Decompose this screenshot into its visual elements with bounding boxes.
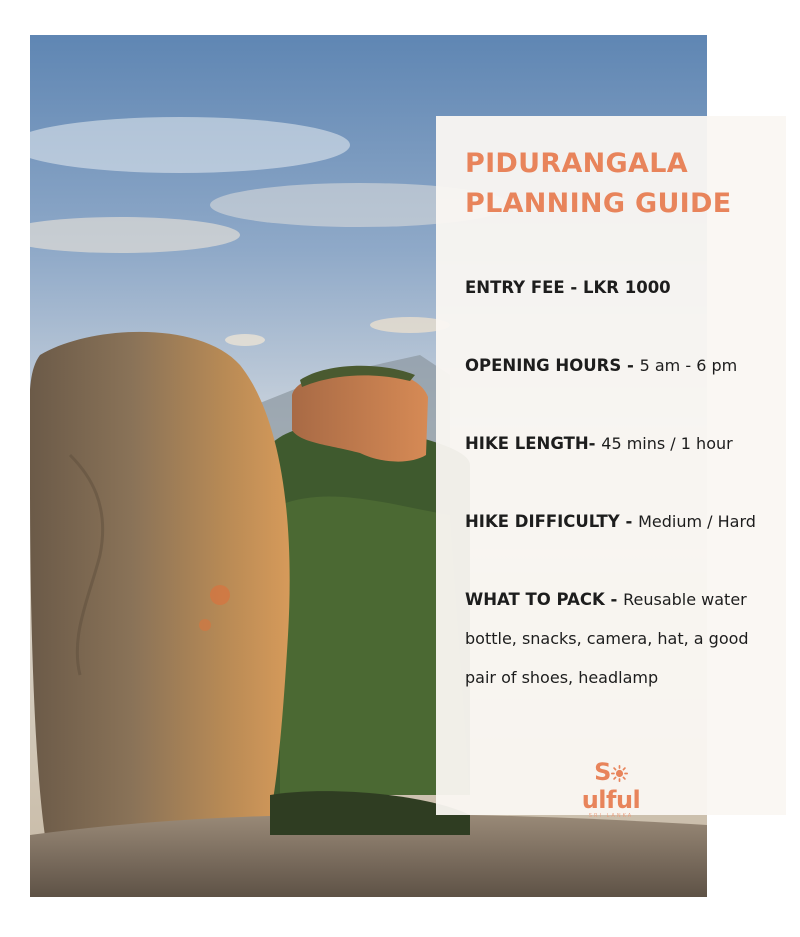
logo-wordmark [566,758,656,814]
fact-opening-hours [465,346,786,385]
fact-value: 5 am - 6 pm [639,356,738,375]
title-line-2: PLANNING GUIDE [465,188,732,219]
fact-value: Medium / Hard [638,512,756,531]
logo-subtitle: SRI LANKA [588,813,634,819]
guide-title [465,144,786,224]
fact-entry-fee [465,268,786,307]
fact-what-to-pack [465,580,786,697]
title-line-1: PIDURANGALA [465,148,688,179]
fact-hike-difficulty [465,502,786,541]
info-panel [436,116,786,819]
fact-hike-length [465,424,786,463]
fact-label: HIKE DIFFICULTY - [465,512,639,531]
fact-label: OPENING HOURS - [465,356,640,375]
fact-value: 45 mins / 1 hour [601,434,733,453]
facts-list [465,268,786,697]
logo-word-start: S [594,758,611,786]
fact-label: WHAT TO PACK - [465,590,624,609]
fact-label: ENTRY FEE - LKR 1000 [465,278,671,297]
fact-value: Reusable water bottle, snacks, camera, hat, a good pair of shoes, headlamp [465,590,749,687]
sun-icon [611,765,628,782]
soulful-logo [566,758,656,819]
logo-word-end: ulful [581,786,641,814]
fact-label: HIKE LENGTH- [465,434,602,453]
